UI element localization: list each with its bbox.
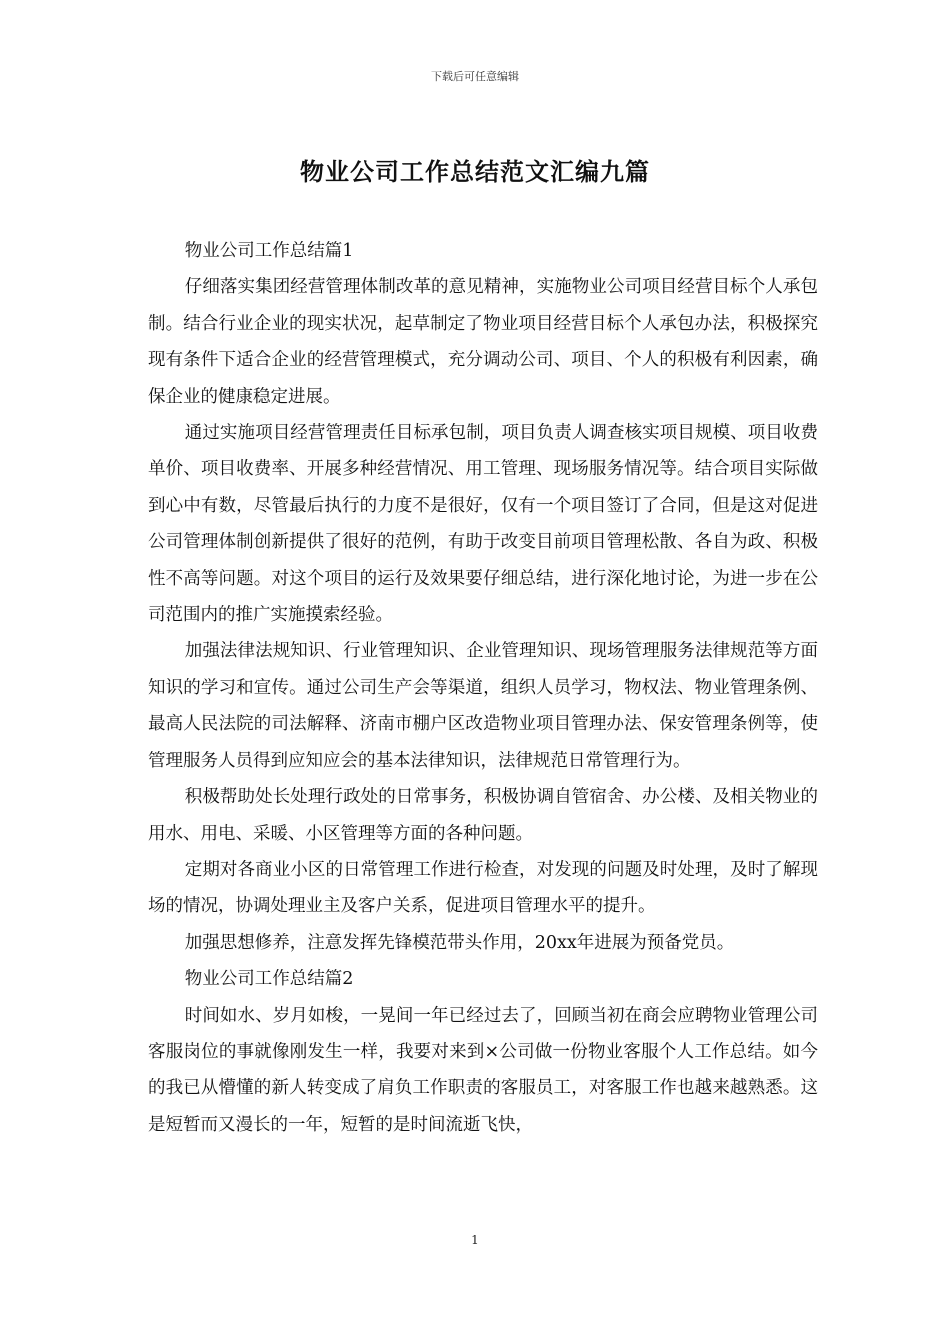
section-heading-1: 物业公司工作总结篇1	[184, 241, 354, 261]
paragraph: 仔细落实集团经营管理体制改革的意见精神，实施物业公司项目经营目标个人承包制。结合行业企业的现实状况，起草制定了物业项目经营目标个人承包办法，积极探究现有条件下适合企业的经营管理模式，充分调动公司、项目、个人的积极有利因素，确保企业的健康稳定进展。	[148, 277, 818, 407]
page-number: 1	[471, 1233, 479, 1247]
paragraph: 积极帮助处长处理行政处的日常事务，积极协调自管宿舍、办公楼、及相关物业的用水、用电、采暖、小区管理等方面的各种问题。	[148, 787, 818, 844]
document-title: 物业公司工作总结范文汇编九篇	[300, 157, 650, 186]
header-note: 下载后可任意编辑	[431, 70, 519, 83]
paragraph: 加强法律法规知识、行业管理知识、企业管理知识、现场管理服务法律规范等方面知识的学习和宣传。通过公司生产会等渠道，组织人员学习，物权法、物业管理条例、最高人民法院的司法解释、济南市棚户区改造物业项目管理办法、保安管理条例等，使管理服务人员得到应知应会的基本法律知识，法律规范日常管理行为。	[148, 641, 818, 771]
paragraph: 通过实施项目经营管理责任目标承包制，项目负责人调查核实项目规模、项目收费单价、项目收费率、开展多种经营情况、用工管理、现场服务情况等。结合项目实际做到心中有数，尽管最后执行的力度不是很好，仅有一个项目签订了合同，但是这对促进公司管理体制创新提供了很好的范例，有助于改变目前项目管理松散、各自为政、积极性不高等问题。对这个项目的运行及效果要仔细总结，进行深化地讨论，为进一步在公司范围内的推广实施摸索经验。	[148, 423, 818, 626]
paragraph: 定期对各商业小区的日常管理工作进行检查，对发现的问题及时处理，及时了解现场的情况，协调处理业主及客户关系，促进项目管理水平的提升。	[148, 859, 818, 917]
section-heading-2: 物业公司工作总结篇2	[184, 969, 354, 990]
paragraph: 加强思想修养，注意发挥先锋模范带头作用，20xx年进展为预备党员。	[184, 932, 735, 953]
paragraph: 时间如水、岁月如梭，一晃间一年已经过去了，回顾当初在商会应聘物业管理公司客服岗位的事就像刚发生一样，我要对来到×公司做一份物业客服个人工作总结。如今的我已从懵懂的新人转变成了肩负工作职责的客服员工，对客服工作也越来越熟悉。这是短暂而又漫长的一年，短暂的是时间流逝飞快，	[148, 1005, 818, 1135]
document-body	[148, 233, 818, 1143]
